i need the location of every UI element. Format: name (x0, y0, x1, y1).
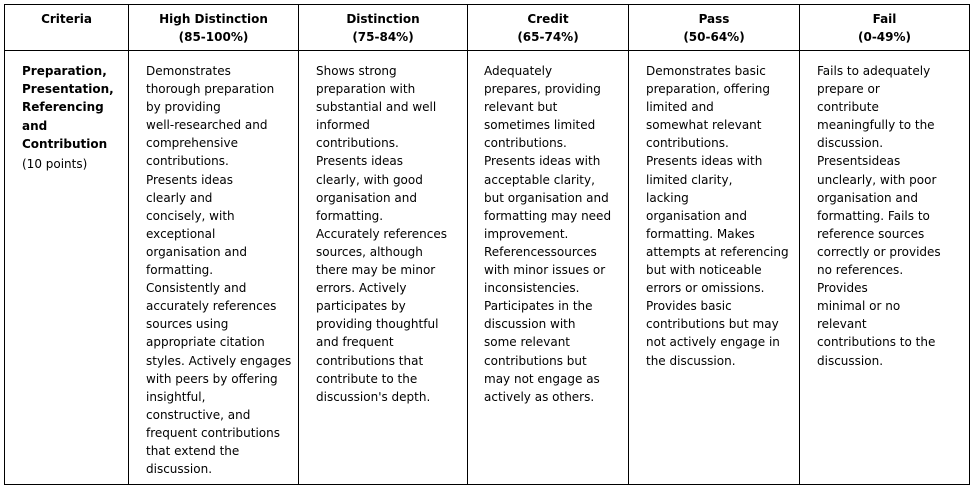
distinction-description: Shows strong preparation with substantial and well informed contributions. Presents ideas clearly, with good organisation and formatting. Accurately references sources, although there may be minor errors. Actively participates by providing thoughtful and frequent contributions that contribute to the discussion's depth. (316, 64, 447, 404)
header-credit (468, 5, 629, 51)
header-distinction-range: (75-84%) (352, 30, 414, 44)
distinction-cell (299, 51, 468, 485)
credit-cell (468, 51, 629, 485)
header-distinction-label: Distinction (346, 12, 420, 26)
header-pass (629, 5, 800, 51)
header-high-distinction-label: High Distinction (159, 12, 268, 26)
high-distinction-cell (129, 51, 299, 485)
header-pass-range: (50-64%) (683, 30, 745, 44)
criteria-title: Preparation, Presentation, Referencing and Contribution (22, 64, 114, 151)
header-pass-label: Pass (698, 12, 730, 26)
header-fail-label: Fail (872, 12, 897, 26)
pass-cell (629, 51, 800, 485)
header-criteria (5, 5, 129, 51)
fail-cell (800, 51, 970, 485)
header-fail-range: (0-49%) (857, 30, 912, 44)
criteria-points: (10 points) (22, 157, 88, 172)
rubric-table (4, 4, 970, 485)
header-distinction (299, 5, 468, 51)
header-row (5, 5, 970, 51)
header-credit-range: (65-74%) (517, 30, 579, 44)
criteria-cell (5, 51, 129, 485)
pass-description: Demonstrates basic preparation, offering limited and somewhat relevant contributions. Presents ideas with limited clarity, lacking organisation and formatting. Makes attempts at referencing but with noticeable errors or omissions. Provides basic contributions but may not actively engage in the discussion. (646, 64, 789, 368)
header-high-distinction-range: (85-100%) (178, 30, 249, 44)
header-high-distinction (129, 5, 299, 51)
criteria-row (5, 51, 970, 485)
high-distinction-description: Demonstrates thorough preparation by providing well-researched and comprehensive contributions. Presents ideas clearly and concisely, with exceptional organisation and formatting. Consistently and accurately references sources using appropriate citation styles. Actively engages with peers by offering insightful, constructive, and frequent contributions that extend the discussion. (146, 64, 292, 477)
header-fail (800, 5, 970, 51)
header-criteria-label: Criteria (41, 12, 92, 26)
header-credit-label: Credit (527, 12, 569, 26)
credit-description: Adequately prepares, providing relevant but sometimes limited contributions. Presents ideas with acceptable clarity, but organisation and formatting may need improvement. Referencessources with minor issues or inconsistencies. Participates in the discussion with some relevant contributions but may not engage as actively as others. (484, 64, 612, 404)
fail-description: Fails to adequately prepare or contribute meaningfully to the discussion. Presentsideas unclearly, with poor organisation and formatting. Fails to reference sources correctly or provides no references. Provides minimal or no relevant contributions to the discussion. (817, 64, 941, 368)
